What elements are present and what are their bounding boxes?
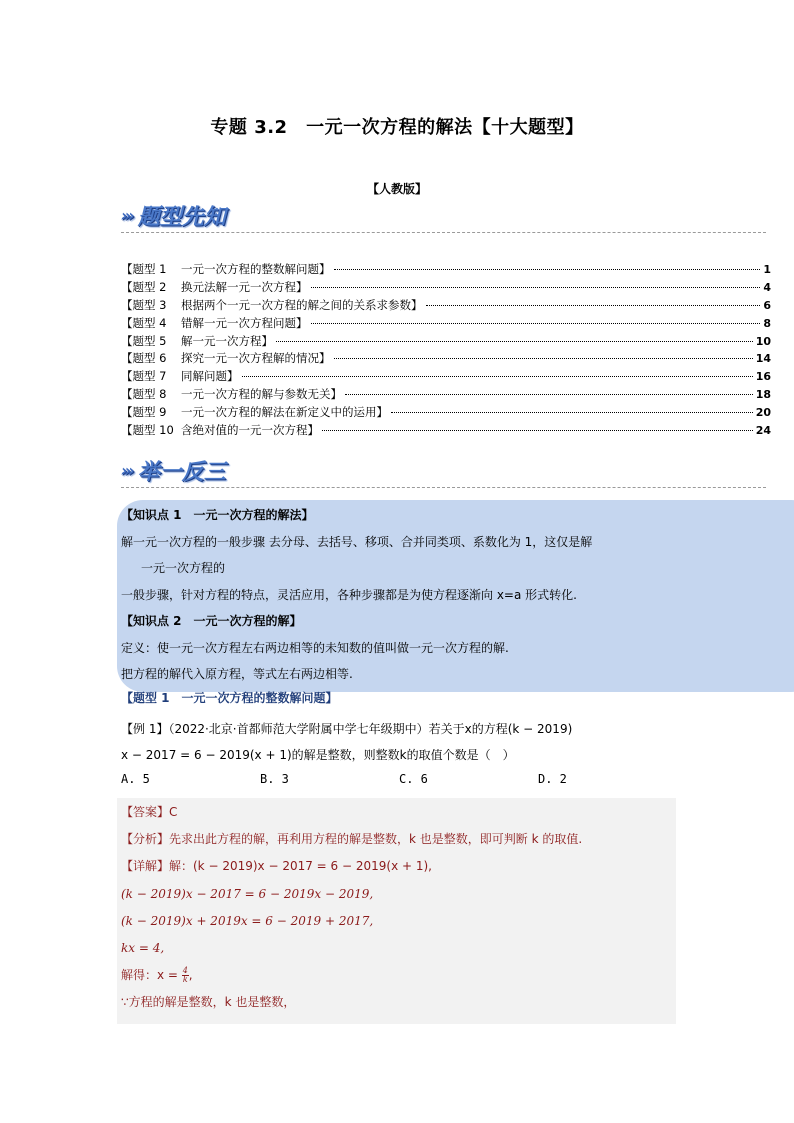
table-of-contents: [121, 261, 771, 440]
option-d: D. 2: [538, 772, 567, 786]
toc-row[interactable]: 【题型 10 含绝对值的一元一次方程】 24: [121, 423, 771, 438]
example-line: 【例 1】（2022·北京·首都师范大学附属中学七年级期中）若关于x的方程(k − 2019): [121, 722, 573, 736]
knowledge-text: 解一元一次方程的一般步骤 去分母、去括号、移项、合并同类项、系数化为 1，这仅是解: [121, 534, 593, 549]
knowledge-content: [121, 502, 721, 688]
fraction: $\frac{4}{k}$: [182, 966, 188, 985]
answer-options: [121, 772, 721, 786]
toc-row[interactable]: 【题型 6 探究一元一次方程解的情况】 14: [121, 351, 771, 366]
answer-line: 【答案】C: [121, 805, 178, 819]
solution-step: 解得：x = $\frac{4}{k}$ ,: [121, 966, 193, 985]
solution-step: (k − 2019)x − 2017 = 6 − 2019x − 2019,: [121, 886, 374, 901]
knowledge-text: 定义：使一元一次方程左右两边相等的未知数的值叫做一元一次方程的解.: [121, 640, 509, 655]
option-a: A. 5: [121, 772, 150, 786]
solution-step: (k − 2019)x + 2019x = 6 − 2019 + 2017,: [121, 913, 374, 928]
toc-row[interactable]: 【题型 8 一元一次方程的解与参数无关】 18: [121, 387, 771, 402]
example-line: x − 2017 = 6 − 2019(x + 1)的解是整数，则整数k的取值个数是（ ）: [121, 748, 515, 762]
question-type-heading: 【题型 1 一元一次方程的整数解问题】: [121, 691, 338, 705]
toc-row[interactable]: 【题型 9 一元一次方程的解法在新定义中的运用】 20: [121, 405, 771, 420]
section-banner-preview: [121, 199, 226, 231]
toc-row[interactable]: 【题型 5 解一元一次方程】 10: [121, 333, 771, 348]
detail-line: 【详解】解：(k − 2019)x − 2017 = 6 − 2019(x + 1),: [121, 859, 432, 874]
option-b: B. 3: [260, 772, 289, 786]
page-title: 专题 3.2 一元一次方程的解法【十大题型】: [210, 117, 584, 138]
knowledge-text: 一元一次方程的: [141, 561, 226, 575]
toc-row[interactable]: 【题型 7 同解问题】 16: [121, 369, 771, 384]
knowledge-point-title: 【知识点 2 一元一次方程的解】: [121, 614, 302, 628]
toc-row[interactable]: 【题型 2 换元法解一元一次方程】 4: [121, 279, 771, 294]
knowledge-text: 把方程的解代入原方程，等式左右两边相等.: [121, 667, 353, 681]
divider: [121, 232, 766, 233]
toc-row[interactable]: 【题型 3 根据两个一元一次方程的解之间的关系求参数】 6: [121, 297, 771, 312]
banner-text: 举一反三: [137, 459, 226, 485]
toc-row[interactable]: 【题型 4 错解一元一次方程问题】 8: [121, 315, 771, 330]
section-banner-practice: [121, 454, 226, 486]
divider: [121, 487, 766, 488]
solution-step: kx = 4,: [121, 941, 165, 956]
analysis-line: 【分析】先求出此方程的解，再利用方程的解是整数，k 也是整数，即可判断 k 的取值.: [121, 832, 583, 847]
banner-text: 题型先知: [137, 204, 226, 230]
example-question: [121, 716, 761, 768]
knowledge-text: 一般步骤，针对方程的特点，灵活应用，各种步骤都是为使方程逐渐向 x=a 形式转化.: [121, 587, 577, 602]
solution-step: ∵方程的解是整数，k 也是整数，: [121, 995, 296, 1010]
arrows-icon: ›››: [121, 205, 132, 225]
option-c: C. 6: [399, 772, 428, 786]
arrows-icon: ›››: [121, 460, 132, 480]
toc-row[interactable]: 【题型 1 一元一次方程的整数解问题】 1: [121, 262, 771, 276]
solution-content: [121, 799, 676, 1017]
edition-label: 【人教版】: [366, 182, 427, 196]
knowledge-point-title: 【知识点 1 一元一次方程的解法】: [121, 508, 314, 522]
